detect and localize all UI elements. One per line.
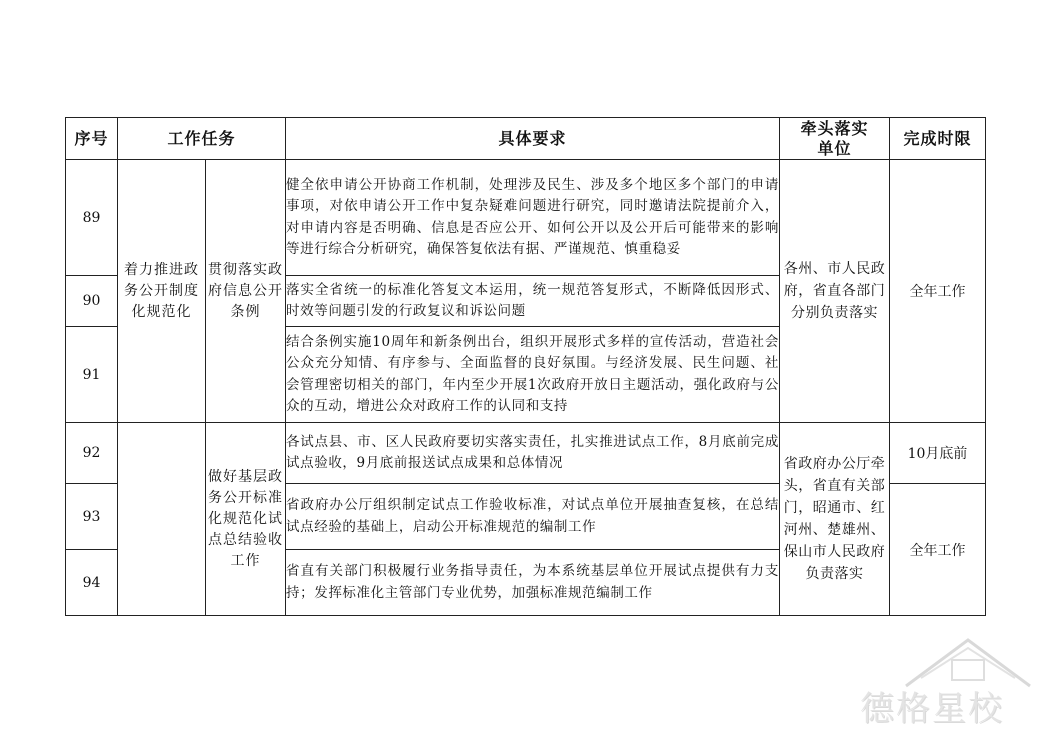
requirement-text: 各试点县、市、区人民政府要切实落实责任，扎实推进试点工作，8月底前完成试点验收，9月底前报送试点成果和总体情况 [286, 423, 780, 484]
deadline-b2: 全年工作 [890, 484, 986, 616]
task-table [65, 117, 986, 616]
responsible-unit-a: 各州、市人民政府，省直各部门分别负责落实 [780, 160, 890, 423]
row-number: 90 [66, 276, 118, 327]
task-category-continued [118, 423, 206, 616]
responsible-unit-b: 省政府办公厅牵头，省直有关部门，昭通市、红河州、楚雄州、保山市人民政府负责落实 [780, 423, 890, 616]
row-number: 92 [66, 423, 118, 484]
header-requirement: 具体要求 [286, 118, 780, 160]
watermark-text: 德格星校 [860, 689, 1004, 729]
header-seq: 序号 [66, 118, 118, 160]
requirement-text: 省政府办公厅组织制定试点工作验收标准，对试点单位开展抽查复核，在总结试点经验的基础上，启动公开标准规范的编制工作 [286, 484, 780, 550]
watermark [846, 628, 1046, 740]
row-number: 89 [66, 160, 118, 276]
requirement-text: 落实全省统一的标准化答复文本运用，统一规范答复形式，不断降低因形式、时效等问题引发的行政复议和诉讼问题 [286, 276, 780, 327]
requirement-text: 省直有关部门积极履行业务指导责任，为本系统基层单位开展试点提供有力支持；发挥标准化主管部门专业优势，加强标准规范编制工作 [286, 550, 780, 616]
table-row [66, 160, 986, 276]
row-number: 94 [66, 550, 118, 616]
header-task: 工作任务 [118, 118, 286, 160]
task-category: 着力推进政务公开制度化规范化 [118, 160, 206, 423]
row-number: 93 [66, 484, 118, 550]
subtask-a: 贯彻落实政府信息公开条例 [206, 160, 286, 423]
header-row [66, 118, 986, 160]
header-deadline: 完成时限 [890, 118, 986, 160]
deadline-b1: 10月底前 [890, 423, 986, 484]
row-number: 91 [66, 327, 118, 423]
requirement-text: 健全依申请公开协商工作机制，处理涉及民生、涉及多个地区多个部门的申请事项，对依申请公开工作中复杂疑难问题进行研究，同时邀请法院提前介入，对申请内容是否明确、信息是否应公开、如何公开以及公开后可能带来的影响等进行综合分析研究，确保答复依法有据、严谨规范、慎重稳妥 [286, 160, 780, 276]
header-unit: 牵头落实单位 [780, 118, 890, 160]
subtask-b: 做好基层政务公开标准化规范化试点总结验收工作 [206, 423, 286, 616]
requirement-text: 结合条例实施10周年和新条例出台，组织开展形式多样的宣传活动，营造社会公众充分知情、有序参与、全面监督的良好氛围。与经济发展、民生问题、社会管理密切相关的部门，年内至少开展1次政府开放日主题活动，强化政府与公众的互动，增进公众对政府工作的认同和支持 [286, 327, 780, 423]
table-row [66, 423, 986, 484]
deadline-a: 全年工作 [890, 160, 986, 423]
